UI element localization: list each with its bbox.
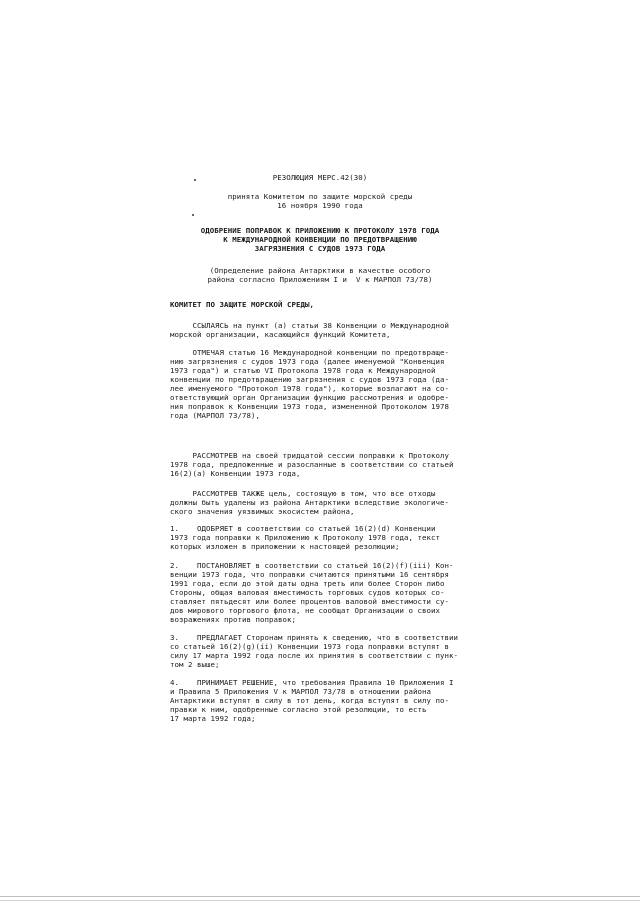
preamble-p2-line: 1973 года") и статью VI Протокола 1978 года к Международной: [170, 366, 436, 375]
subtitle-line-1: (Определение района Антарктики в качестве особого: [209, 266, 431, 275]
operative-2-line: 2. ПОСТАНОВЛЯЕТ в соответствии со статьей 16(2)(f)(iii) Кон-: [170, 561, 454, 570]
preamble-p2-line: лее именуемого "Протокол 1978 года"), которые возлагают на со-: [170, 384, 449, 393]
preamble-p1-line: морской организации, касающийся функций Комитета,: [170, 330, 391, 339]
title-line-3: ЗАГРЯЗНЕНИЯ С СУДОВ 1973 ГОДА: [254, 244, 386, 253]
preamble-p4-line: ского значения уязвимых экосистем района,: [170, 507, 355, 516]
preamble-p2-line: ответствующий орган Организации функцию рассмотрения и одобре-: [170, 393, 449, 402]
operative-4-line: 4. ПРИНИМАЕТ РЕШЕНИЕ, что требования Правила 10 Приложения I: [170, 678, 454, 687]
preamble-p4-line: РАССМОТРЕВ ТАКЖЕ цель, состоящую в том, что все отходы: [170, 489, 436, 498]
operative-4-line: Антарктики вступят в силу в тот день, когда вступят в силу по-: [170, 696, 449, 705]
preamble-p2-line: ния поправок к Конвенции 1973 года, измененной Протоколом 1978: [170, 402, 449, 411]
speck-mark: [192, 214, 194, 216]
preamble-p4-line: должны быть удалены из района Антарктики вследствие экологиче-: [170, 498, 449, 507]
resolution-title: РЕЗОЛЮЦИЯ МЕРС.42(30): [272, 173, 368, 182]
operative-3-line: со статьей 16(2)(g)(ii) Конвенции 1973 года поправки вступят в: [170, 642, 449, 651]
committee-heading: КОМИТЕТ ПО ЗАЩИТЕ МОРСКОЙ СРЕДЫ,: [170, 300, 314, 309]
operative-4-line: правки к ним, одобренные согласно этой резолюции, то есть: [170, 705, 427, 714]
operative-3-line: силу 17 марта 1992 года после их принятия в соответствии с пунк-: [170, 651, 458, 660]
preamble-p3-line: РАССМОТРЕВ на своей тридцатой сессии поправки к Протоколу: [170, 451, 449, 460]
adopted-date: 16 ноября 1990 года: [277, 201, 363, 210]
preamble-p3-line: 1978 года, предложенные и разосланные в соответствии со статьей: [170, 460, 454, 469]
preamble-p2-line: года (МАРПОЛ 73/78),: [170, 411, 260, 420]
operative-3-line: том 2 выше;: [170, 660, 220, 669]
preamble-p1-line: ССЫЛАЯСЬ на пункт (а) статьи 38 Конвенции о Международной: [170, 321, 449, 330]
adopted-by: принята Комитетом по защите морской среды: [227, 192, 413, 201]
speck-mark: [194, 179, 196, 181]
title-line-1: ОДОБРЕНИЕ ПОПРАВОК К ПРИЛОЖЕНИЮ К ПРОТОКОЛУ 1978 ГОДА: [200, 226, 440, 235]
preamble-p2-line: ОТМЕЧАЯ статью 16 Международной конвенции по предотвраще-: [170, 348, 449, 357]
preamble-p3-line: 16(2)(а) Конвенции 1973 года,: [170, 469, 301, 478]
operative-3-line: 3. ПРЕДЛАГАЕТ Сторонам принять к сведению, что в соответствии: [170, 633, 458, 642]
operative-1-line: которых изложен в приложении к настоящей резолюции;: [170, 542, 400, 551]
operative-1-line: 1. ОДОБРЯЕТ в соответствии со статьей 16(2)(d) Конвенции: [170, 524, 436, 533]
operative-4-line: и Правила 5 Приложения V к МАРПОЛ 73/78 в отношении района: [170, 687, 431, 696]
operative-1-line: 1973 года поправки к Приложению к Протоколу 1978 года, текст: [170, 533, 440, 542]
title-line-2: К МЕЖДУНАРОДНОЙ КОНВЕНЦИИ ПО ПРЕДОТВРАЩЕНИЮ: [223, 235, 417, 244]
operative-4-line: 17 марта 1992 года;: [170, 714, 256, 723]
operative-2-line: 1991 года, если до этой даты одна треть или более Сторон либо: [170, 579, 445, 588]
scan-edge-line: [0, 896, 640, 897]
preamble-p2-line: конвенции по предотвращению загрязнения с судов 1973 года (да-: [170, 375, 449, 384]
operative-2-line: венции 1973 года, что поправки считаются принятыми 16 сентября: [170, 570, 449, 579]
operative-2-line: возражениях против поправок;: [170, 615, 296, 624]
operative-2-line: дов мирового торгового флота, не сообщат Организации о своих: [170, 606, 440, 615]
scan-edge-line: [0, 900, 640, 901]
operative-2-line: ставляет пятьдесят или более процентов валовой вместимости су-: [170, 597, 449, 606]
operative-2-line: Стороны, общая валовая вместимость торговых судов которых со-: [170, 588, 445, 597]
preamble-p2-line: нию загрязнения с судов 1973 года (далее именуемой "Конвенция: [170, 357, 445, 366]
subtitle-line-2: района согласно Приложениям I и V к МАРПОЛ 73/78): [207, 275, 433, 284]
